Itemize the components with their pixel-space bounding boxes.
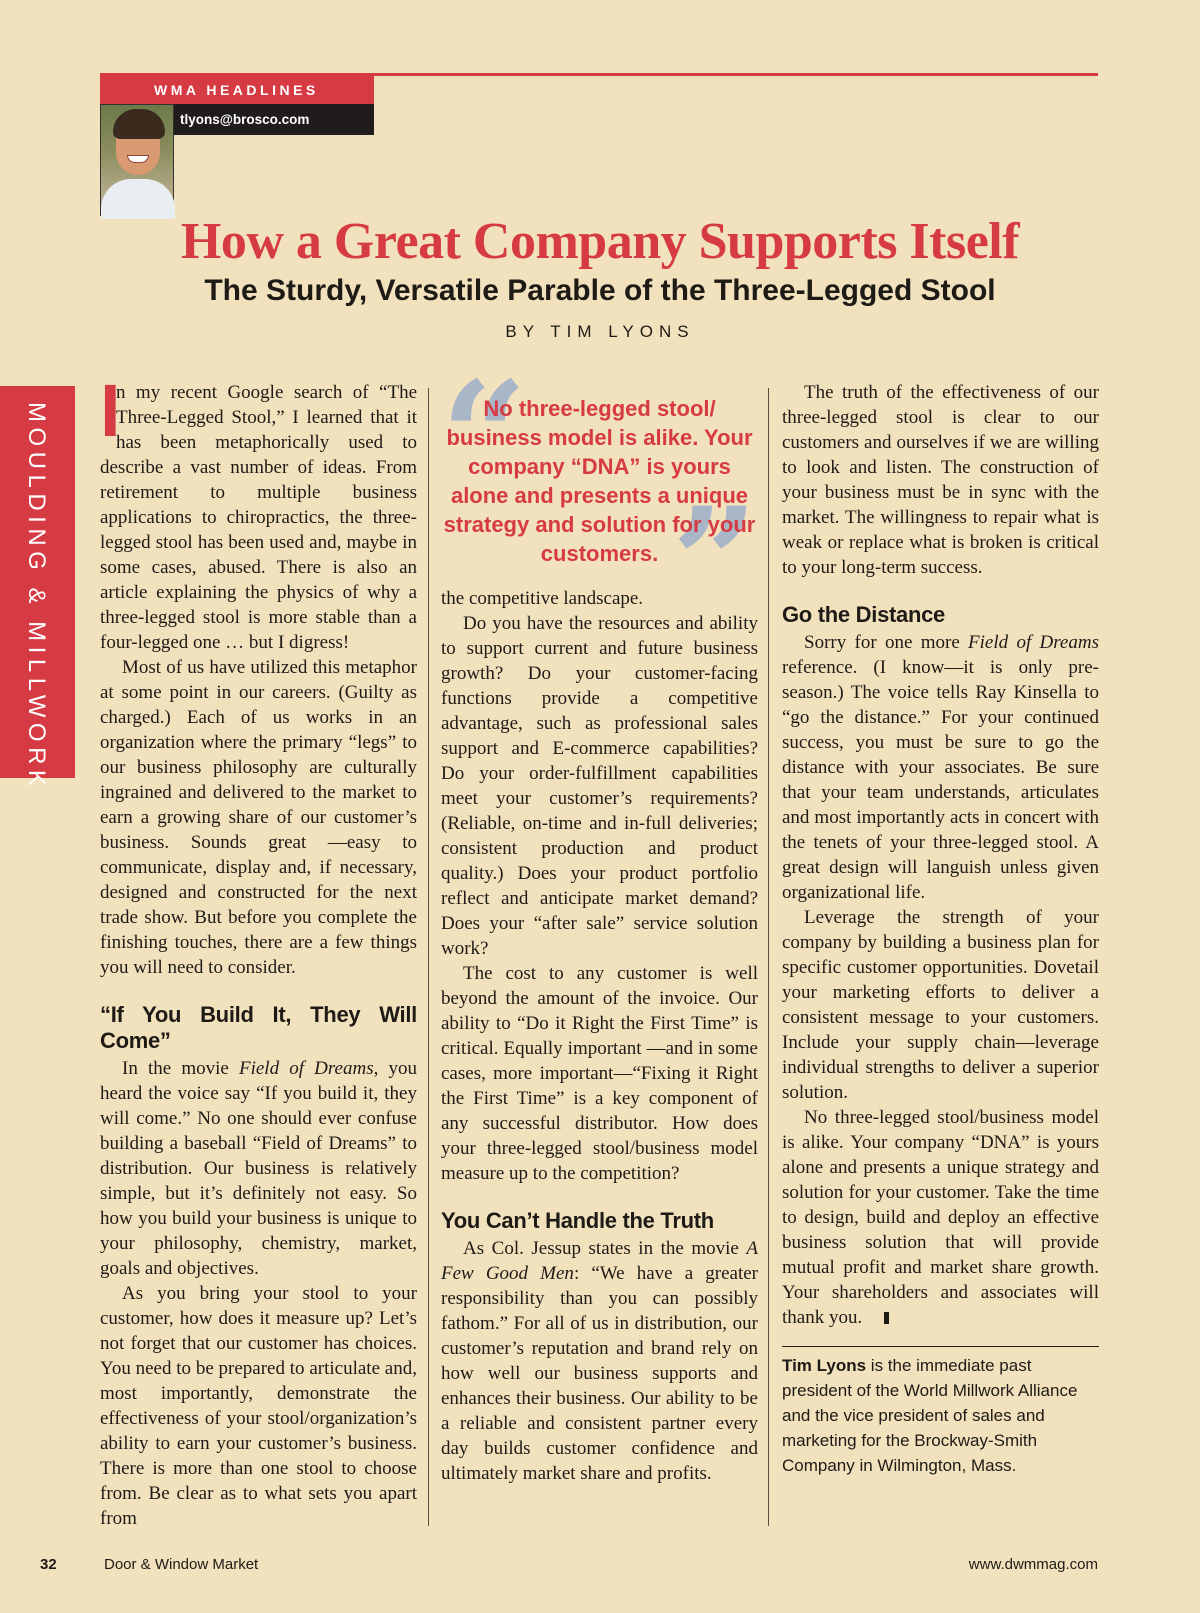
column-divider <box>768 388 769 1526</box>
section-kicker: WMA HEADLINES <box>100 76 374 104</box>
article-title: How a Great Company Supports Itself <box>180 213 1020 270</box>
paragraph: The cost to any customer is well beyond the amount of the invoice. Our ability to “Do it Right the First Time” is critical. Equally important —and in some cases, more important—“Fixing it Right the First Time” is a key component of any successful distributor. How does your three-legged stool/business model measure up to the competition? <box>441 963 758 1184</box>
section-heading: You Can’t Handle the Truth <box>441 1208 714 1233</box>
end-mark-icon <box>884 1312 889 1324</box>
column-1 <box>100 369 418 1531</box>
side-section-tab <box>0 386 75 792</box>
website-link[interactable]: www.dwmmag.com <box>968 1556 1098 1573</box>
section-heading: Go the Distance <box>782 602 945 627</box>
paragraph: The truth of the effectiveness of our three-legged stool is clear to our customers and ourselves if we are willing to look and listen. The construction of your business must be in sync with the market. The willingness to repair what is weak or replace what is broken is critical to your long-term success. <box>782 382 1099 578</box>
paragraph: As Col. Jessup states in the movie A Few Good Men: “We have a greater responsibility than you can possibly fathom.” For all of us in distribution, our customer’s reputation and brand rely on how well our business supports and enhances their business. Our ability to be a reliable and consistent partner every day builds customer confidence and ultimately market share and profits. <box>441 1238 758 1484</box>
close-quote-mark: ” <box>671 475 758 651</box>
bio-author-name: Tim Lyons <box>782 1356 867 1375</box>
paragraph: I n my recent Google search of “The Three-Legged Stool,” I learned that it has been metaphorically used to describe a vast number of ideas. From retirement to multiple business applications to chiropractics, the three-legged stool has been used and, maybe in some cases, abused. There is also an article explaining the physics of why a three-legged stool is more stable than a four-legged one … but I digress! <box>100 369 417 653</box>
paragraph: No three-legged stool/business model is alike. Your company “DNA” is yours alone and presents a unique strategy and solution for your customer. Take the time to design, build and deploy an effective business solution that will provide mutual profit and market share growth. Your shareholders and associates will thank you. <box>782 1107 1099 1328</box>
article-subtitle: The Sturdy, Versatile Parable of the Three-Legged Stool <box>204 274 996 307</box>
side-tab-label: MOULDING & MILLWORK <box>22 402 50 792</box>
author-email[interactable]: tlyons@brosco.com <box>174 104 374 135</box>
publication-name: Door & Window Market <box>104 1556 259 1573</box>
paragraph: Most of us have utilized this metaphor at some point in our careers. (Guilty as charged.) Each of us works in an organization where the primary “legs” to our business philosophy are culturally ingrained and delivered to the market to earn a growing share of our customer’s business. Sounds great —easy to communicate, display and, if necessary, designed and constructed for the next trade show. But before you complete the finishing touches, there are a few things you will need to consider. <box>100 657 417 978</box>
column-2 <box>441 349 758 1486</box>
byline: BY TIM LYONS <box>505 322 695 341</box>
open-quote-mark: “ <box>441 349 528 525</box>
paragraph: the competitive landscape. <box>441 588 644 609</box>
column-divider <box>428 388 429 1526</box>
paragraph: Leverage the strength of your company by building a business plan for specific customer opportunities. Dovetail your marketing efforts to deliver a consistent message to your customers. Include your supply chain—leverage individual strengths to deliver a superior solution. <box>782 907 1099 1103</box>
section-heading: “If You Build It, They Will Come” <box>100 1002 417 1053</box>
column-3 <box>782 380 1099 1478</box>
author-photo <box>100 104 174 216</box>
bio-divider <box>782 1346 1099 1347</box>
paragraph: As you bring your stool to your customer, how does it measure up? Let’s not forget that our customer has choices. You need to be prepared to articulate and, most importantly, demonstrate the effectiveness of your stool/organization’s ability to earn your customer’s business. There is more than one stool to choose from. Be clear as to what sets you apart from <box>100 1283 417 1529</box>
pull-quote-text: No three-legged stool/ business model is alike. Your company “DNA” is yours alone and presents a unique strategy and solution for your customers. <box>443 396 756 566</box>
paragraph: In the movie Field of Dreams, you heard the voice say “If you build it, they will come.” No one should ever confuse building a baseball “Field of Dreams” to distribution. Our business is relatively simple, but it’s definitely not easy. So how you build your business is unique to your philosophy, chemistry, market, goals and objectives. <box>100 1058 418 1279</box>
paragraph: Do you have the resources and ability to support current and future business growth? Do your customer-facing functions provide a competitive advantage, such as professional sales support and E-commerce capabilities? Do your order-fulfillment capabilities meet your customer’s requirements? (Reliable, on-time and in-full deliveries; consistent production and product quality.) Does your product portfolio reflect and anticipate market demand? Does your “after sale” service solution work? <box>441 613 758 959</box>
author-bio: Tim Lyons is the immediate past president of the World Millwork Alliance and the vice president of sales and marketing for the Brockway-Smith Company in Wilmington, Mass. <box>782 1356 1078 1475</box>
page-number: 32 <box>40 1556 57 1573</box>
paragraph: Sorry for one more Field of Dreams reference. (I know—it is only pre-season.) The voice tells Ray Kinsella to “go the distance.” For your continued success, you must be sure to go the distance with your associates. Be sure that your team understands, articulates and most importantly acts in concert with the tenets of your three-legged stool. A great design will languish unless given organizational life. <box>782 632 1099 903</box>
drop-cap: I <box>100 369 121 452</box>
